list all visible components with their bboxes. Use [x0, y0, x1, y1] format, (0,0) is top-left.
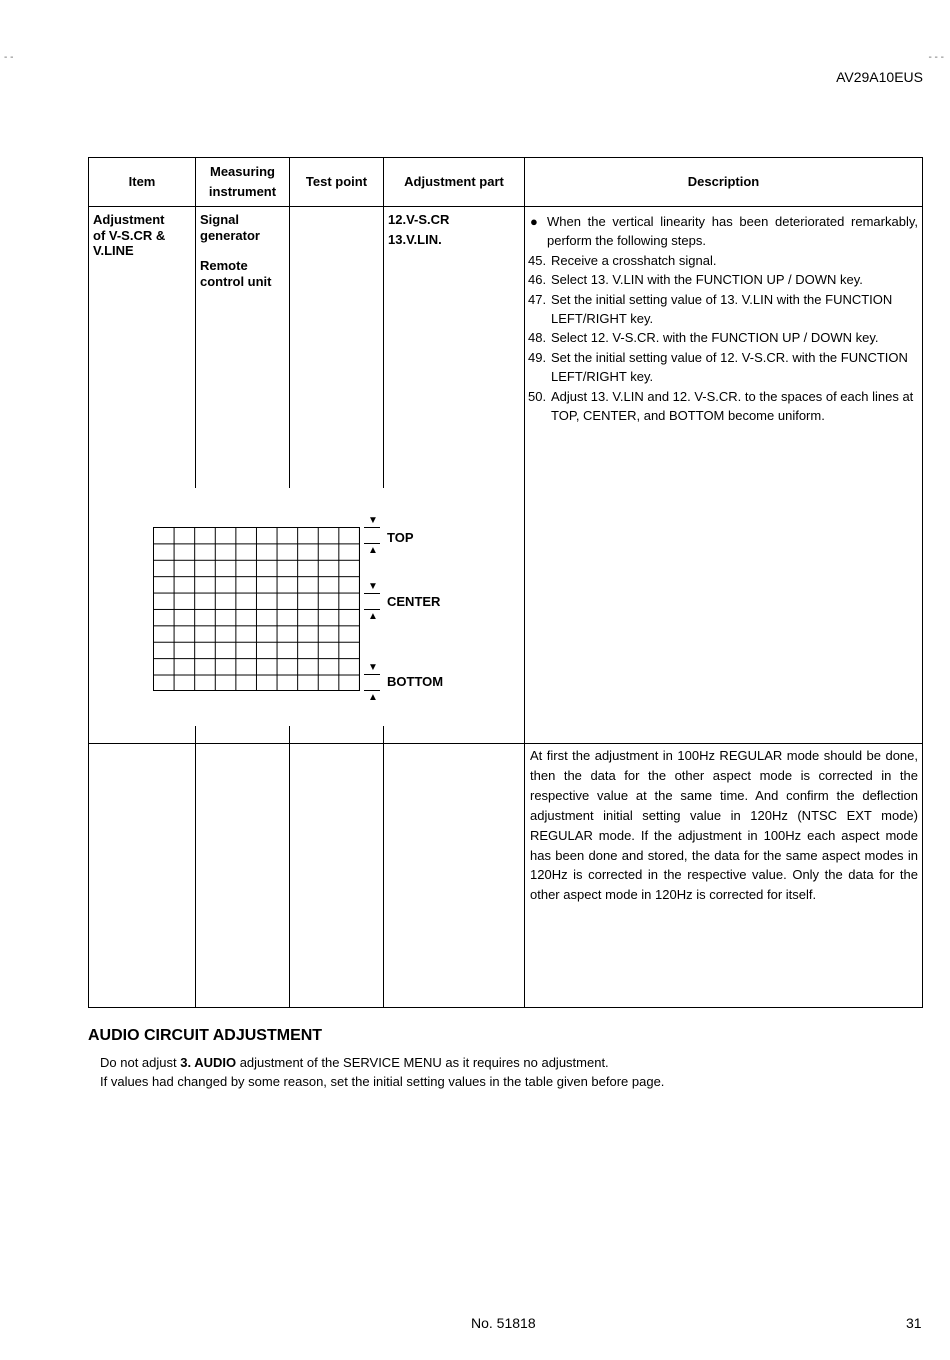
arrow-down-icon: ▼: [368, 581, 378, 592]
audio-line-1: Do not adjust 3. AUDIO adjustment of the SERVICE MENU as it requires no adjustment.: [100, 1055, 609, 1070]
header-adjustment-part: Adjustment part: [404, 174, 504, 189]
instrument-remote-control: Remote control unit: [200, 258, 272, 289]
row2-description: At first the adjustment in 100Hz REGULAR mode should be done, then the data for the other aspect mode is corrected in the respective value at the same time. And confirm the deflection adjustment initial setting value in 120Hz (NTSC EXT mode) REGULAR mode. If the adjustment in 100Hz each aspect mode has been done and stored, the data for the same aspect modes in 120Hz is corrected in the respective value. Only the data for the other aspect mode in 120Hz is corrected for itself.: [530, 748, 918, 903]
header-test-point: Test point: [305, 174, 368, 189]
step-item: 50. Adjust 13. V.LIN and 12. V-S.CR. to the spaces of each lines at TOP, CENTER, and BOTTOM become uniform.: [528, 388, 914, 424]
header-description: Description: [687, 174, 760, 189]
instrument-signal-generator: Signal generator: [200, 212, 260, 243]
label-bottom: BOTTOM: [387, 674, 444, 689]
arrow-up-icon: ▲: [368, 692, 378, 703]
corner-mark-right: - - -: [928, 52, 944, 63]
label-top: TOP: [387, 530, 414, 545]
step-item: 47. Set the initial setting value of 13. V.LIN with the FUNCTION LEFT/RIGHT key.: [528, 291, 893, 327]
audio-line-2: If values had changed by some reason, set the initial setting values in the table given before page.: [100, 1074, 665, 1089]
adjust-part-vscr: 12.V-S.CR: [388, 212, 450, 227]
header-item: Item: [128, 174, 156, 189]
label-center: CENTER: [387, 594, 441, 609]
arrow-down-icon: ▼: [368, 662, 378, 673]
audio-section-title: AUDIO CIRCUIT ADJUSTMENT: [88, 1027, 323, 1044]
page-number: 31: [906, 1315, 922, 1331]
item-cell: Adjustment of V-S.CR & V.LINE: [93, 212, 166, 258]
header-measuring-instrument: Measuring instrument: [208, 164, 277, 199]
bullet-text: When the vertical linearity has been deteriorated remarkably, perform the following steps.: [547, 214, 918, 249]
description-steps: [528, 212, 918, 425]
arrow-up-icon: ▲: [368, 545, 378, 556]
corner-mark-left: - -: [4, 52, 14, 63]
bullet-icon: ●: [530, 214, 538, 229]
step-item: 48. Select 12. V-S.CR. with the FUNCTION UP / DOWN key.: [528, 330, 879, 346]
model-number: AV29A10EUS: [836, 69, 923, 85]
step-item: 45. Receive a crosshatch signal.: [528, 252, 717, 268]
step-item: 46. Select 13. V.LIN with the FUNCTION UP / DOWN key.: [528, 272, 863, 288]
document-number: No. 51818: [471, 1315, 536, 1331]
step-item: 49. Set the initial setting value of 12. V-S.CR. with the FUNCTION LEFT/RIGHT key.: [528, 349, 908, 385]
adjust-part-vlin: 13.V.LIN.: [388, 232, 442, 247]
arrow-down-icon: ▼: [368, 515, 378, 526]
crosshatch-grid: [153, 527, 360, 691]
arrow-up-icon: ▲: [368, 611, 378, 622]
